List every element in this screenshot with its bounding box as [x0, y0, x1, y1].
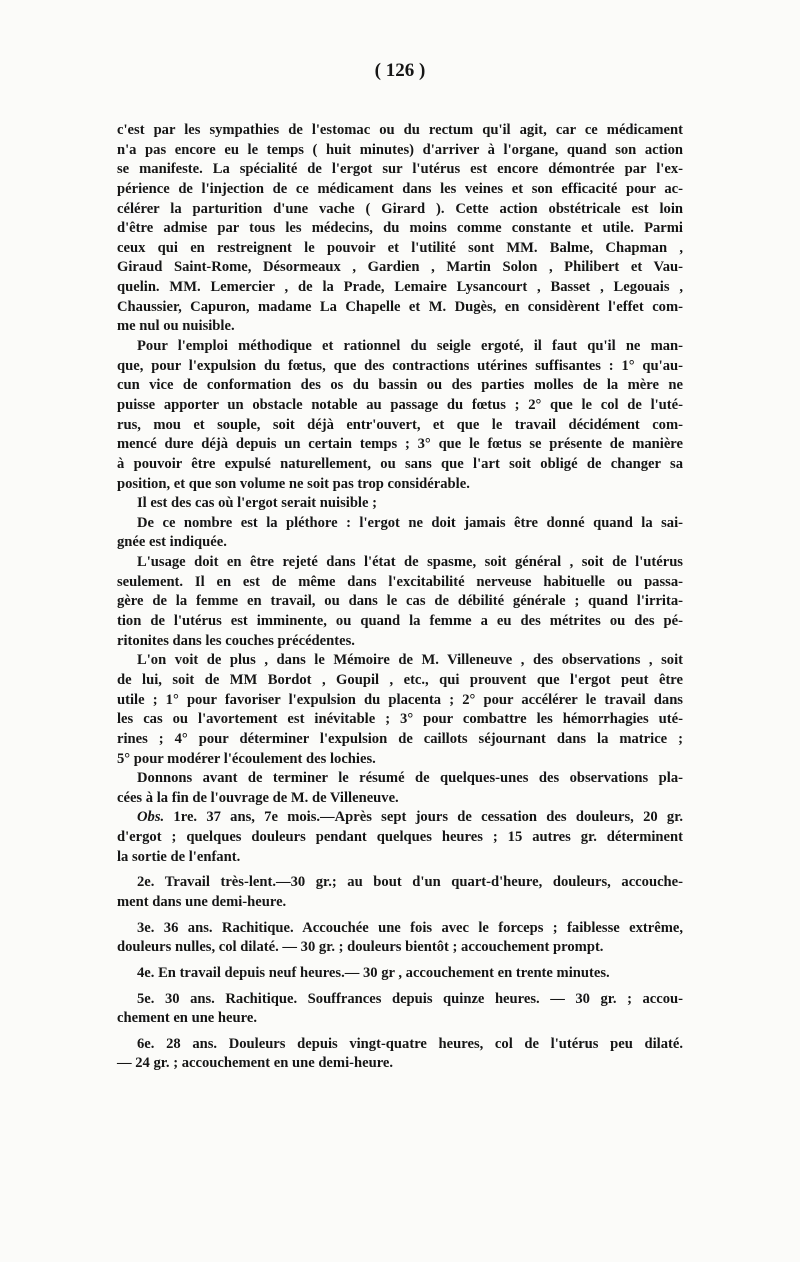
observation: [117, 990, 683, 1029]
line-text: que, pour l'expulsion du fœtus, que des contractions utérines suffisantes : 1° qu'au-: [117, 357, 683, 374]
observation: [117, 1035, 683, 1074]
line-text: 4e. En travail depuis neuf heures.— 30 gr , accouchement en trente minutes.: [137, 964, 610, 981]
text-line: [117, 357, 683, 377]
paragraph: [117, 553, 683, 651]
line-text: tion de l'utérus est imminente, ou quand la femme a eu des métrites ou des pé-: [117, 613, 683, 630]
text-line: [117, 121, 683, 141]
page-number: ( 126 ): [374, 60, 426, 81]
text-line: [117, 1054, 683, 1074]
line-text: De ce nombre est la pléthore : l'ergot ne doit jamais être donné quand la sai-: [137, 514, 683, 531]
text-line: [117, 612, 683, 632]
line-text: n'a pas encore eu le temps ( huit minutes) d'arriver à l'organe, quand son action: [117, 141, 683, 158]
line-text: se manifeste. La spécialité de l'ergot sur l'utérus est encore démontrée par l'ex-: [117, 161, 683, 178]
text-line: [117, 893, 683, 913]
line-text: quelin. MM. Lemercier , de la Prade, Lemaire Lysancourt , Basset , Legouais ,: [117, 279, 683, 296]
text-line: [117, 730, 683, 750]
text-line: [117, 632, 683, 652]
line-text: d'être admise par tous les médecins, du moins comme constante et utile. Parmi: [117, 220, 683, 237]
text-line: [117, 848, 683, 868]
observation: [117, 808, 683, 867]
observation: [117, 964, 683, 984]
text-line: [117, 671, 683, 691]
text-line: [117, 376, 683, 396]
text-line: [117, 298, 683, 318]
paragraph: [117, 121, 683, 337]
text-line: [117, 180, 683, 200]
paragraph: [117, 514, 683, 553]
line-text: douleurs nulles, col dilaté. — 30 gr. ; douleurs bientôt ; accouchement prompt.: [117, 939, 604, 956]
text-line: [117, 938, 683, 958]
text-line: [117, 990, 683, 1010]
line-text: Donnons avant de terminer le résumé de quelques-unes des observations pla-: [137, 770, 683, 787]
observation: [117, 873, 683, 912]
line-text: 6e. 28 ans. Douleurs depuis vingt-quatre heures, col de l'utérus peu dilaté.: [137, 1035, 683, 1052]
line-text: L'on voit de plus , dans le Mémoire de M. Villeneuve , des observations , soit: [137, 652, 683, 669]
line-text: Chaussier, Capuron, madame La Chapelle et M. Dugès, en considèrent l'effet com-: [117, 298, 683, 315]
line-text: gère de la femme en travail, ou dans le cas de débilité générale ; quand l'irrita-: [117, 593, 683, 610]
text-line: [117, 317, 683, 337]
line-text: seulement. Il en est de même dans l'excitabilité nerveuse habituelle ou passa-: [117, 573, 683, 590]
line-text: à pouvoir être expulsé naturellement, ou sans que l'art soit obligé de changer sa: [117, 455, 683, 472]
text-line: [117, 828, 683, 848]
line-text: de lui, soit de MM Bordot , Goupil , etc., qui prouvent que l'ergot peut être: [117, 671, 683, 688]
text-line: [117, 808, 683, 828]
line-text: utile ; 1° pour favoriser l'expulsion du placenta ; 2° pour accélérer le travail dans: [117, 691, 683, 708]
paragraph: [117, 651, 683, 769]
line-text: Giraud Saint-Rome, Désormeaux , Gardien , Martin Solon , Philibert et Vau-: [117, 259, 683, 276]
line-text: ceux qui en restreignent le pouvoir et l'utilité sont MM. Balme, Chapman ,: [117, 239, 683, 256]
line-text: 5e. 30 ans. Rachitique. Souffrances depuis quinze heures. — 30 gr. ; accou-: [137, 990, 683, 1007]
line-text: gnée est indiquée.: [117, 534, 227, 551]
paragraph: [117, 337, 683, 494]
text-line: [117, 573, 683, 593]
line-text: 2e. Travail très-lent.—30 gr.; au bout d'un quart-d'heure, douleurs, accouche-: [137, 874, 683, 891]
observation: [117, 919, 683, 958]
line-text: chement en une heure.: [117, 1010, 257, 1027]
line-text: Pour l'emploi méthodique et rationnel du seigle ergoté, il faut qu'il ne man-: [137, 338, 683, 355]
line-text: c'est par les sympathies de l'estomac ou du rectum qu'il agit, car ce médicament: [117, 122, 683, 138]
text-line: [117, 873, 683, 893]
obs-label: Obs.: [137, 809, 165, 826]
line-text: cun vice de conformation des os du bassin ou des parties molles de la mère ne: [117, 377, 683, 394]
text-line: [117, 553, 683, 573]
paragraphs: [117, 121, 683, 808]
line-text: la sortie de l'enfant.: [117, 848, 241, 865]
text-line: [117, 1035, 683, 1055]
paragraph: [117, 494, 683, 514]
line-text: rus, mou et souple, soit déjà entr'ouvert, et que le travail décidément com-: [117, 416, 683, 433]
line-text: cées à la fin de l'ouvrage de M. de Villeneuve.: [117, 789, 399, 806]
line-text: L'usage doit en être rejeté dans l'état de spasme, soit général , soit de l'utérus: [137, 554, 683, 571]
text-line: [117, 533, 683, 553]
text-line: [117, 691, 683, 711]
text-line: [117, 789, 683, 809]
text-line: [117, 337, 683, 357]
text-line: [117, 514, 683, 534]
text-line: [117, 592, 683, 612]
line-text: ment dans une demi-heure.: [117, 893, 287, 910]
line-text: mencé dure déjà depuis un certain temps ; 3° que le fœtus se présente de manière: [117, 436, 683, 453]
text-line: [117, 416, 683, 436]
line-text: ritonites dans les couches précédentes.: [117, 632, 355, 649]
text-line: [117, 919, 683, 939]
text-line: [117, 239, 683, 259]
text-line: [117, 769, 683, 789]
text-line: [117, 750, 683, 770]
text-line: [117, 475, 683, 495]
line-text: 5° pour modérer l'écoulement des lochies.: [117, 750, 376, 767]
text-line: [117, 435, 683, 455]
line-text: 3e. 36 ans. Rachitique. Accouchée une fois avec le forceps ; faiblesse extrême,: [137, 919, 683, 936]
line-text: me nul ou nuisible.: [117, 318, 235, 335]
line-text: d'ergot ; quelques douleurs pendant quelques heures ; 15 autres gr. déterminent: [117, 829, 683, 846]
line-text: position, et que son volume ne soit pas trop considérable.: [117, 475, 470, 492]
line-text: puisse apporter un obstacle notable au passage du fœtus ; 2° que le col de l'uté-: [117, 396, 683, 413]
text-line: [117, 964, 683, 984]
text-line: [117, 141, 683, 161]
line-text: 1re. 37 ans, 7e mois.—Après sept jours de cessation des douleurs, 20 gr.: [164, 809, 683, 826]
line-text: — 24 gr. ; accouchement en une demi-heure.: [117, 1055, 394, 1072]
text-line: [117, 1009, 683, 1029]
line-text: rines ; 4° pour déterminer l'expulsion de caillots séjournant dans la matrice ;: [117, 730, 683, 747]
line-text: Il est des cas où l'ergot serait nuisible ;: [137, 495, 377, 512]
line-text: périence de l'injection de ce médicament dans les veines et son efficacité pour ac-: [117, 180, 683, 197]
paragraph: [117, 769, 683, 808]
line-text: célérer la parturition d'une vache ( Girard ). Cette action obstétricale est loin: [117, 200, 683, 217]
observations: [117, 808, 683, 1074]
text-line: [117, 160, 683, 180]
text-line: [117, 278, 683, 298]
text-line: [117, 710, 683, 730]
text-line: [117, 258, 683, 278]
text-line: [117, 455, 683, 475]
text-line: [117, 200, 683, 220]
line-text: les cas ou l'avortement est inévitable ; 3° pour combattre les hémorrhagies uté-: [117, 711, 683, 728]
body-text: [117, 121, 683, 1080]
text-line: [117, 396, 683, 416]
text-line: [117, 494, 683, 514]
text-line: [117, 651, 683, 671]
text-line: [117, 219, 683, 239]
